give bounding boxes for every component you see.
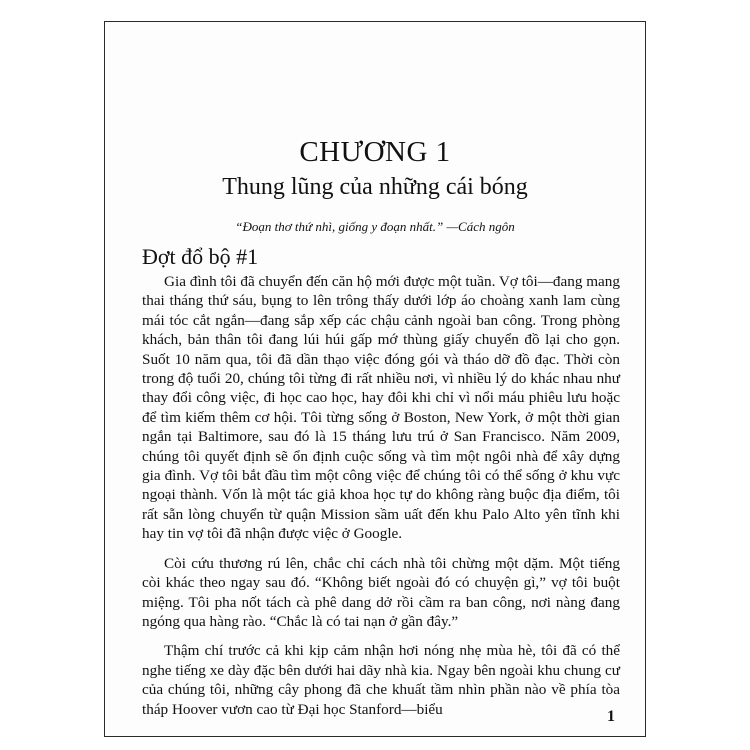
epigraph: “Đoạn thơ thứ nhì, giống y đoạn nhất.” —Cách ngôn (235, 219, 515, 234)
chapter-title: CHƯƠNG 1 (299, 136, 451, 168)
page-number: 1 (607, 708, 615, 725)
paragraph: Còi cứu thương rú lên, chắc chỉ cách nhà tôi chừng một dặm. Một tiếng còi khác theo ngay sau đó. “Không biết ngoài đó có chuyện gì,” vợ tôi buột miệng. Tôi pha nốt tách cà phê dang dở rồi cầm ra ban công, nơi nàng đang ngóng qua hàng rào. “Chắc là có tai nạn ở gần đây.” (142, 554, 620, 630)
body-text (142, 272, 620, 719)
paragraph: Thậm chí trước cả khi kịp cảm nhận hơi nóng nhẹ mùa hè, tôi đã có thể nghe tiếng xe dày đặc bên dưới hai dãy nhà kia. Ngay bên ngoài khu chung cư của chúng tôi, những cây phong đã che khuất tầm nhìn phần nào về phía tòa tháp Hoover vươn cao từ Đại học Stanford—biểu (142, 642, 620, 718)
chapter-subtitle: Thung lũng của những cái bóng (222, 174, 528, 200)
paragraph: Gia đình tôi đã chuyển đến căn hộ mới được một tuần. Vợ tôi—đang mang thai tháng thứ sáu, bụng to lên trông thấy dưới lớp áo choàng xanh lam cùng mái tóc cắt ngắn—đang sắp xếp các chậu cảnh ngoài ban công. Trong phòng khách, bản thân tôi đang lúi húi gấp mớ thùng giấy chuyển đồ lại cho gọn. Suốt 10 năm qua, tôi đã dần thạo việc đóng gói và tháo dỡ đồ đạc. Thời còn trong độ tuổi 20, chúng tôi từng đi rất nhiều nơi, vì nhiều lý do khác nhau như thay đổi công việc, đi học cao học, hay đôi khi chỉ vì nổi máu phiêu lưu hoặc để tìm kiếm thêm cơ hội. Tôi từng sống ở Boston, New York, ở một thời gian ngắn tại Baltimore, sau đó là 15 tháng lưu trú ở San Francisco. Năm 2009, chúng tôi quyết định sẽ ổn định cuộc sống và tìm một ngôi nhà để xây dựng gia đình. Vợ tôi bắt đầu tìm một công việc để chúng tôi có thể sống ở khu vực ngoại thành. Vốn là một tác giả khoa học tự do không ràng buộc địa điểm, tôi rất sẵn lòng chuyển từ quận Mission sầm uất đến khu Palo Alto yên tĩnh khi hay tin vợ tôi đã nhận được việc ở Google. (142, 273, 620, 543)
section-title: Đợt đổ bộ #1 (142, 244, 259, 269)
book-page (104, 21, 646, 737)
